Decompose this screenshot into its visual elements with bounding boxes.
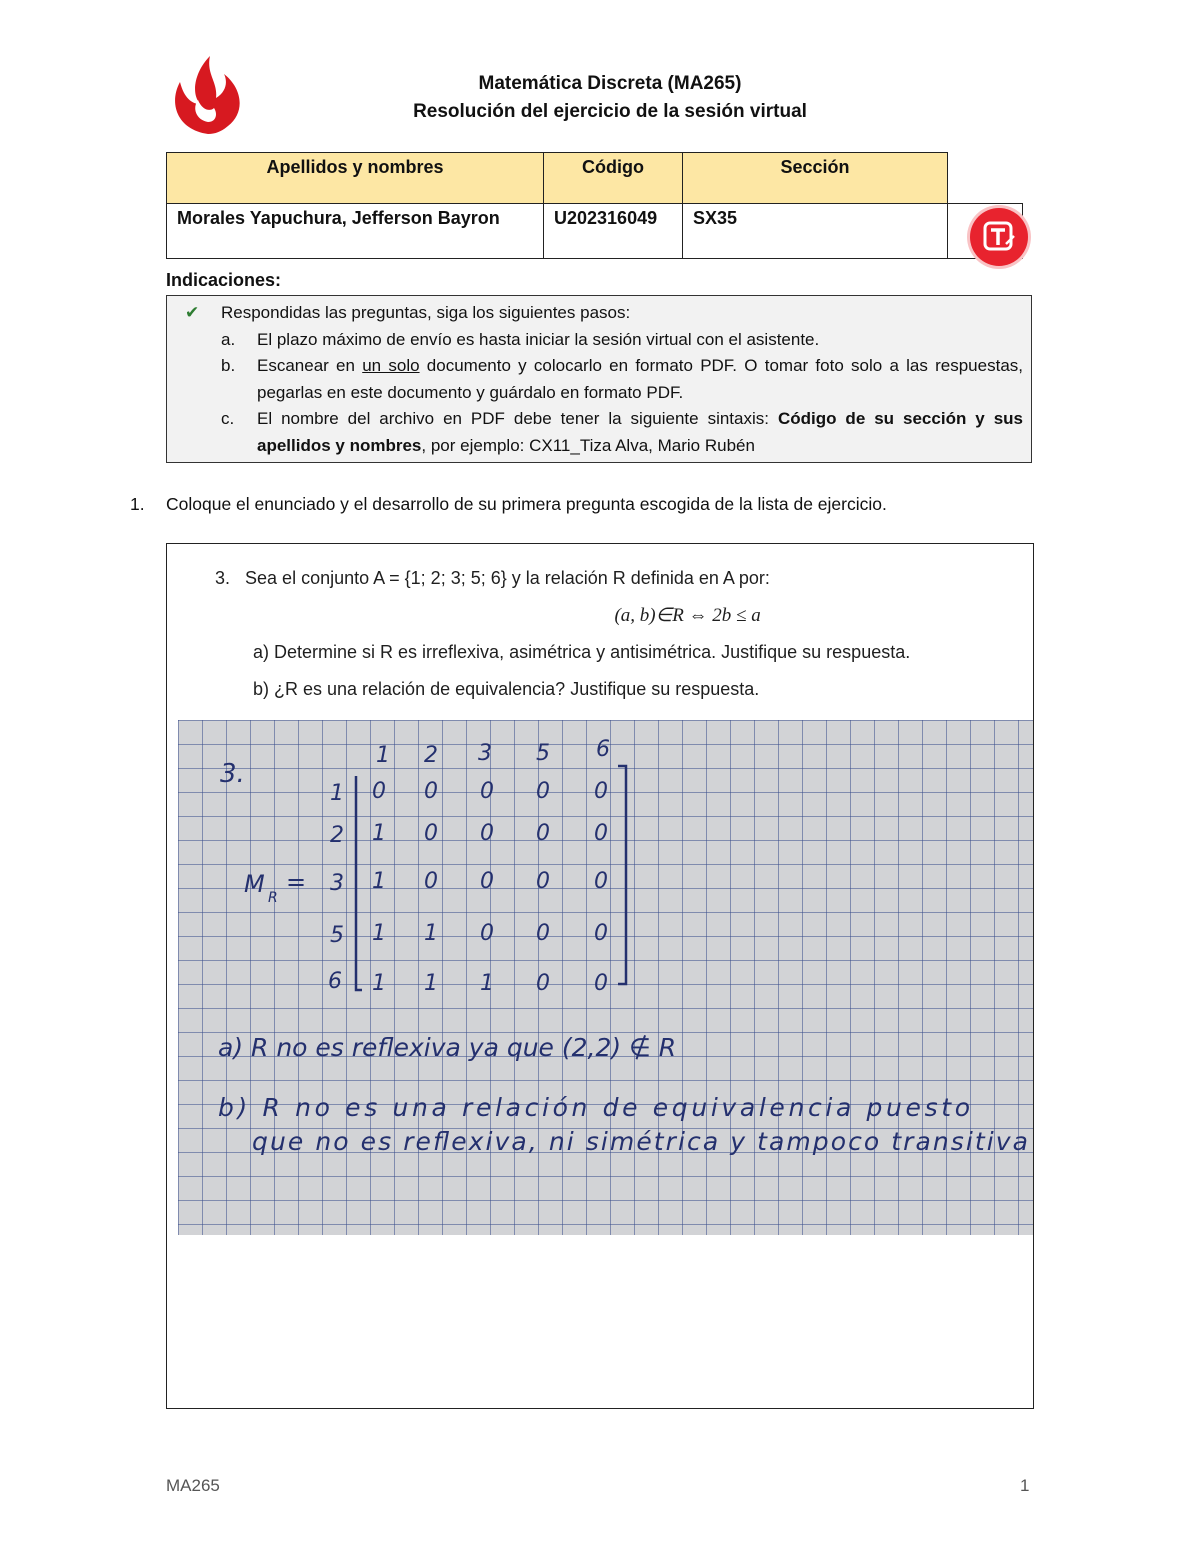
hw-row-label: 5 <box>330 923 344 948</box>
indications-box <box>166 295 1032 463</box>
question-number: 1. <box>130 494 145 514</box>
hw-answer-a: a) R no es reflexiva ya que (2,2) ∉ R <box>218 1033 677 1062</box>
hw-matrix-cell: 1 <box>372 821 386 846</box>
hw-matrix-cell: 0 <box>480 779 494 804</box>
document-header <box>300 70 920 126</box>
table-header-row <box>167 153 1023 204</box>
answer-box <box>166 543 1034 1409</box>
hw-col-label: 2 <box>424 743 438 768</box>
list-letter: b. <box>221 356 236 375</box>
list-item <box>175 353 1023 406</box>
hw-matrix-cell: 0 <box>536 869 550 894</box>
badge-cell <box>948 204 1023 259</box>
handwriting-layer <box>178 720 1033 1235</box>
hw-matrix-sub: R <box>268 890 278 906</box>
hw-matrix-cell: 1 <box>372 921 386 946</box>
hw-col-label: 3 <box>478 741 492 766</box>
checkmark-icon: ✔ <box>185 303 200 322</box>
hw-row-label: 2 <box>330 823 344 848</box>
item-text-bold: Código de su sección y sus apellidos y nombres <box>257 409 1023 455</box>
student-code: U202316049 <box>544 204 683 259</box>
hw-matrix-cell: 0 <box>536 921 550 946</box>
hw-matrix-cell: 0 <box>536 971 550 996</box>
student-section: SX35 <box>683 204 948 259</box>
hw-matrix-cell: 0 <box>424 869 438 894</box>
hw-col-label: 1 <box>376 743 390 768</box>
footer-course: MA265 <box>166 1476 220 1495</box>
item-text-underlined: un solo <box>362 356 420 375</box>
hw-matrix-cell: 1 <box>480 971 494 996</box>
upc-logo <box>166 52 250 136</box>
footer-page-number: 1 <box>1020 1476 1030 1495</box>
hw-matrix-name: M <box>244 870 265 898</box>
header-code: Código <box>544 153 683 204</box>
statement-part-b: b) ¿R es una relación de equivalencia? Justifique su respuesta. <box>253 679 760 699</box>
hw-matrix-cell: 0 <box>594 921 608 946</box>
student-name: Morales Yapuchura, Jefferson Bayron <box>167 204 544 259</box>
header-section: Sección <box>683 153 948 204</box>
statement-line1: Sea el conjunto A = {1; 2; 3; 5; 6} y la relación R definida en A por: <box>245 568 770 588</box>
table-value-row <box>167 204 1023 259</box>
hw-matrix-cell: 0 <box>480 821 494 846</box>
hw-matrix-cell: 0 <box>594 869 608 894</box>
handwritten-solution-photo <box>178 720 1033 1235</box>
hw-matrix-cell: 1 <box>424 971 438 996</box>
question-1 <box>130 494 887 515</box>
list-item <box>175 327 1023 354</box>
hw-matrix-cell: 0 <box>424 779 438 804</box>
item-text-post: documento y colocarlo en formato PDF. O tomar foto solo a las respuestas, pegarlas en este documento y guárdalo en formato PDF. <box>257 356 1023 402</box>
document-subtitle: Resolución del ejercicio de la sesión virtual <box>413 101 807 122</box>
hw-matrix-cell: 0 <box>480 869 494 894</box>
hw-answer-b-line1: b) R no es una relación de equivalencia puesto <box>218 1093 970 1122</box>
indications-intro-line <box>175 300 1023 327</box>
hw-matrix-cell: 0 <box>372 779 386 804</box>
student-info-table <box>166 152 1023 259</box>
hw-row-label: 3 <box>330 871 344 896</box>
hw-matrix-cell: 1 <box>372 971 386 996</box>
statement-line-1 <box>215 560 910 597</box>
statement-number: 3. <box>215 568 231 588</box>
list-item-text: El plazo máximo de envío es hasta iniciar la sesión virtual con el asistente. <box>257 329 820 349</box>
item-text-pre: Escanear en <box>257 356 363 375</box>
hw-matrix-cell: 1 <box>424 921 438 946</box>
hw-equals: = <box>286 868 307 896</box>
hw-col-label: 5 <box>536 741 550 766</box>
hw-matrix <box>372 779 608 996</box>
header-empty-cell <box>948 153 1023 204</box>
document-title: Matemática Discreta (MA265) <box>478 73 742 94</box>
hw-label: 3. <box>220 759 245 789</box>
hw-answer-b-line2: que no es reflexiva, ni simétrica y tampoco transitiva <box>252 1127 1028 1156</box>
statement-relation: (a, b)∈R ⇔ 2b ≤ a <box>614 605 761 626</box>
hw-col-label: 6 <box>596 737 610 762</box>
hw-matrix-cell: 0 <box>594 971 608 996</box>
list-item-text <box>257 353 1023 406</box>
problem-statement <box>215 560 910 708</box>
indications-intro: Respondidas las preguntas, siga los siguientes pasos: <box>221 303 631 322</box>
statement-part-a: a) Determine si R es irreflexiva, asimétrica y antisimétrica. Justifique su respuesta. <box>253 642 911 662</box>
logo-flame-icon <box>166 52 250 136</box>
hw-row-label: 1 <box>330 781 344 806</box>
hw-matrix-cell: 0 <box>424 821 438 846</box>
hw-matrix-cell: 1 <box>372 869 386 894</box>
hw-right-bracket <box>618 766 626 984</box>
item-text-post: , por ejemplo: CX11_Tiza Alva, Mario Rubén <box>421 435 755 455</box>
hw-left-bracket <box>356 776 362 990</box>
list-item-text <box>257 406 1023 459</box>
hw-matrix-cell: 0 <box>480 921 494 946</box>
hw-matrix-cell: 0 <box>594 821 608 846</box>
hw-matrix-cell: 0 <box>594 779 608 804</box>
question-text: Coloque el enunciado y el desarrollo de su primera pregunta escogida de la lista de ejercicio. <box>166 494 887 514</box>
hw-matrix-cell: 0 <box>536 779 550 804</box>
edit-badge-icon[interactable] <box>970 208 1028 266</box>
list-letter: a. <box>221 329 236 349</box>
hw-matrix-cell: 0 <box>536 821 550 846</box>
header-name: Apellidos y nombres <box>167 153 544 204</box>
item-text-pre: El nombre del archivo en PDF debe tener la siguiente sintaxis: <box>257 409 778 428</box>
hw-row-label: 6 <box>328 969 342 994</box>
list-letter: c. <box>221 409 235 428</box>
indications-title: Indicaciones: <box>166 270 282 290</box>
list-item <box>175 406 1023 459</box>
